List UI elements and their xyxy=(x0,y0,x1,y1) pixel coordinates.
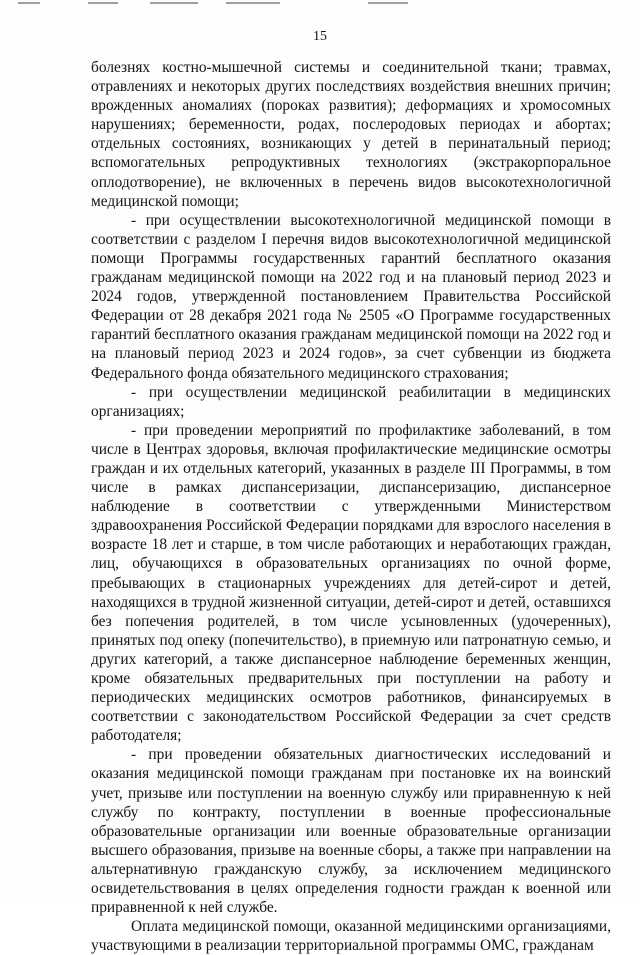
paragraph: - при осуществлении медицинской реабилитации в медицинских организациях; xyxy=(91,383,611,420)
page-number: 15 xyxy=(313,29,327,44)
paragraph: - при проведении обязательных диагностических исследований и оказания медицинской помощи гражданам при постановке их на воинский учет, призыве или поступлении на военную службу или приравненную к ней службу по контракту, поступлении в военные профессиональные образовательные организации или военные образовательные организации высшего образования, призыве на военные сборы, а также при направлении на альтернативную гражданскую службу, за исключением медицинского освидетельствования в целях определения годности граждан к военной или приравненной к ней службе. xyxy=(91,746,611,917)
scan-edge-marks xyxy=(0,0,640,8)
paragraph: - при осуществлении высокотехнологичной медицинской помощи в соответствии с разделом I перечня видов высокотехнологичной медицинской помощи Программы государственных гарантий бесплатного оказания гражданам медицинской помощи на 2022 год и на плановый период 2023 и 2024 годов, утвержденной постановлением Правительства Российской Федерации от 28 декабря 2021 года № 2505 «О Программе государственных гарантий бесплатного оказания гражданам медицинской помощи на 2022 год и на плановый период 2023 и 2024 годов», за счет субвенции из бюджета Федерального фонда обязательного медицинского страхования; xyxy=(91,211,611,382)
paragraph: болезнях костно-мышечной системы и соединительной ткани; травмах, отравлениях и некоторых других последствиях воздействия внешних причин; врожденных аномалиях (пороках развития); деформациях и хромосомных нарушениях; беременности, родах, послеродовых периодах и абортах; отдельных состояниях, возникающих у детей в перинатальный период; вспомогательных репродуктивных технологиях (экстракорпоральное оплодотворение), не включенных в перечень видов высокотехнологичной медицинской помощи; xyxy=(91,59,611,210)
paragraph: - при проведении мероприятий по профилактике заболеваний, в том числе в Центрах здоровья, включая профилактические медицинские осмотры граждан и их отдельных категорий, указанных в разделе III Программы, в том числе в рамках диспансеризации, диспансеризацию, диспансерное наблюдение в соответствии с утвержденными Министерством здравоохранения Российской Федерации порядками для взрослого населения в возрасте 18 лет и старше, в том числе работающих и неработающих граждан, лиц, обучающихся в образовательных организациях по очной форме, пребывающих в стационарных учреждениях для детей-сирот и детей, находящихся в трудной жизненной ситуации, детей-сирот и детей, оставшихся без попечения родителей, в том числе усыновленных (удочеренных), принятых под опеку (попечительство), в приемную или патронатную семью, и других категорий, а также диспансерное наблюдение беременных женщин, кроме обязательных предварительных при поступлении на работу и периодических медицинских осмотров работников, финансируемых в соответствии с законодательством Российской Федерации за счет средств работодателя; xyxy=(91,421,611,745)
body-text xyxy=(91,58,611,955)
paragraph: Оплата медицинской помощи, оказанной медицинскими организациями, участвующими в реализации территориальной программы ОМС, гражданам xyxy=(91,918,611,955)
